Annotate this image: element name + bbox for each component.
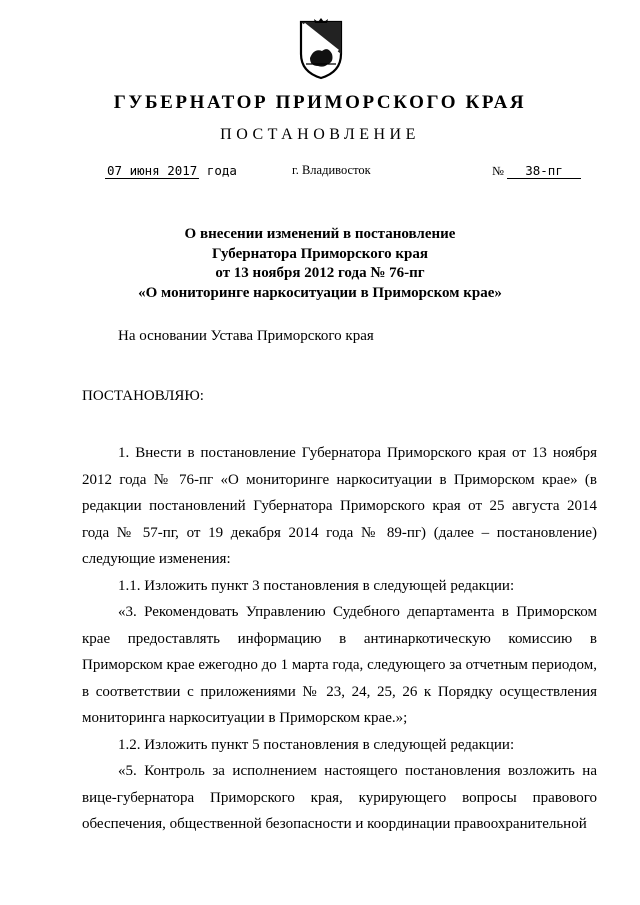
paragraph-1-1: 1.1. Изложить пункт 3 постановления в следующей редакции: xyxy=(118,577,515,594)
subject-line: Губернатора Приморского края xyxy=(212,245,428,262)
document-type: ПОСТАНОВЛЕНИЕ xyxy=(220,126,420,143)
document-city: г. Владивосток xyxy=(292,163,371,177)
coat-of-arms-icon xyxy=(298,18,344,80)
document-date xyxy=(105,163,237,178)
document-body xyxy=(82,440,597,838)
subject-line: от 13 ноября 2012 года № 76-пг xyxy=(215,265,425,281)
subject-line: О внесении изменений в постановление xyxy=(184,226,456,242)
date-suffix: года xyxy=(206,163,237,178)
authority-title: ГУБЕРНАТОР ПРИМОРСКОГО КРАЯ xyxy=(113,92,527,113)
paragraph-point-3: «3. Рекомендовать Управлению Судебного департамента в Приморском крае предоставлять информацию в антинаркотическую комиссию в Приморском крае ежегодно до 1 марта года, следующего за отчетным периодом, в соответствии с приложениями № 23, 24, 25, 26 к Порядку осуществления мониторинга наркоситуации в Приморском крае.»; xyxy=(82,604,597,726)
legal-basis: На основании Устава Приморского края xyxy=(118,328,374,344)
number-prefix: № xyxy=(492,164,504,178)
number-value: 38-пг xyxy=(507,163,581,179)
paragraph-1-2: 1.2. Изложить пункт 5 постановления в следующей редакции: xyxy=(118,736,515,753)
date-value: 07 июня 2017 xyxy=(107,163,198,178)
document-subject xyxy=(0,225,640,303)
paragraph-1: 1. Внести в постановление Губернатора Приморского края от 13 ноября 2012 года № 76-пг «О мониторинге наркоситуации в Приморском крае» (в редакции постановлений Губернатора Приморского края от 25 августа 2014 года № 57-пг, от 19 декабря 2014 года № 89-пг) (далее – постановление) следующие изменения: xyxy=(82,445,597,567)
decree-word: ПОСТАНОВЛЯЮ: xyxy=(82,388,204,404)
paragraph-point-5: «5. Контроль за исполнением настоящего постановления возложить на вице-губернатора Приморского края, курирующего вопросы правового обеспечения, общественной безопасности и координации правоохранительной xyxy=(82,763,597,832)
document-number xyxy=(492,163,581,179)
subject-line: «О мониторинге наркоситуации в Приморском крае» xyxy=(138,284,502,301)
